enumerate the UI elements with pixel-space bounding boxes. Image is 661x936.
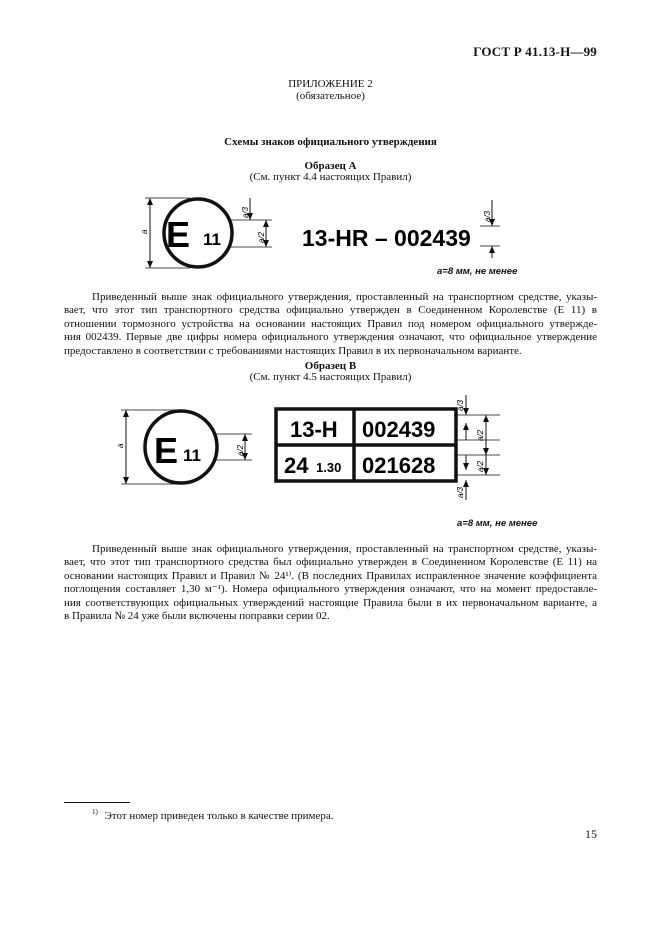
document-code: ГОСТ Р 41.13-Н—99 <box>473 44 597 59</box>
footnote <box>92 808 333 822</box>
appendix-subtitle: (обязательное) <box>296 90 365 102</box>
paragraph-line: вает, что этот тип транспортного средства официально утвержден в Соединенном Королевстве (Е 11) в <box>64 304 597 317</box>
footnote-rule <box>64 802 130 803</box>
page-number: 15 <box>585 827 597 841</box>
footnote-text: Этот номер приведен только в качестве примера. <box>104 809 334 822</box>
sample-b-cell-3-sub: 1.30 <box>316 460 342 475</box>
paragraph-line: отношении тормозного устройства на основании настоящих Правил под номером официального утвержде- <box>64 317 597 330</box>
sample-b-mark-number: 11 <box>183 446 201 465</box>
paragraph-line: поглощения составляет 1,30 м⁻¹). Номера официального утверждения означают, что на момент предоставле- <box>64 583 597 596</box>
sample-a-mark-letter: E <box>166 214 191 255</box>
paragraph-line: Приведенный выше знак официального утверждения, проставленный на транспортном средстве, указы- <box>92 291 597 303</box>
sample-a-title: Образец А <box>304 160 357 172</box>
sample-a-dim-a-label: a <box>140 229 149 234</box>
sample-a-dim-a3-left: a/3 <box>241 206 250 218</box>
sample-a-ref: (См. пункт 4.4 настоящих Правил) <box>249 171 412 183</box>
sample-b-cell-1: 13-H <box>290 417 338 442</box>
footnote-mark: 1) <box>92 808 98 816</box>
sample-b-title: Образец В <box>304 360 357 372</box>
sample-b-cell-2: 002439 <box>362 417 436 442</box>
sample-a-approval-code: 13-HR – 002439 <box>302 225 471 251</box>
paragraph-line: ния 002439. Первые две цифры номера официального утверждения означают, что официальное утверждение <box>64 331 597 344</box>
sample-b-paragraph <box>64 543 597 623</box>
sample-b-dim-a3-bottom: a/3 <box>456 486 465 498</box>
paragraph-line: основании настоящих Правил и Правил № 24¹⁾. (В последних Правилах исправленное значение коэффициента <box>64 569 597 582</box>
sample-b-dim-a2-left: a/2 <box>236 444 245 456</box>
sample-b-dim-a3-top: a/3 <box>456 399 465 411</box>
sample-b-cell-3-main: 24 <box>284 453 309 478</box>
paragraph-line: Приведенный выше знак официального утверждения, проставленный на транспортном средстве, указы- <box>92 543 597 555</box>
sample-a-dim-a2-left: a/2 <box>257 231 266 243</box>
sample-a-mark-number: 11 <box>203 230 221 249</box>
sample-b-dim-a2-upper: a/2 <box>476 429 485 441</box>
sample-b-dim-far <box>454 395 500 500</box>
sample-b-mark-letter: E <box>154 430 179 471</box>
sample-b-note: a=8 мм, не менее <box>457 518 538 529</box>
sample-a-dim-a3-right: a/3 <box>483 210 492 222</box>
paragraph-line: ния соответствующих официальных утверждений настоящие Правила были в их первоначальном варианте, а <box>64 596 597 609</box>
paragraph-line: в Правила № 24 уже были включены поправки серии 02. <box>64 610 330 623</box>
sample-b-cell-4: 021628 <box>362 453 436 478</box>
sample-b-dim-a-label: a <box>116 443 125 448</box>
section-title: Схемы знаков официального утверждения <box>224 136 437 148</box>
sample-a-note: a=8 мм, не менее <box>437 266 518 277</box>
sample-b-dim-a2-lower: a/2 <box>476 460 485 472</box>
paragraph-line: вает, что этот тип транспортного средства был официально утвержден в Соединенном Королевстве (Е 11) на <box>64 556 597 569</box>
appendix-title: ПРИЛОЖЕНИЕ 2 <box>288 78 373 90</box>
paragraph-line: предоставлено в соответствии с требованиями настоящих Правил в их первоначальном варианте. <box>64 344 522 357</box>
sample-b-dim-near <box>213 434 252 460</box>
sample-b-ref: (См. пункт 4.5 настоящих Правил) <box>249 371 412 383</box>
